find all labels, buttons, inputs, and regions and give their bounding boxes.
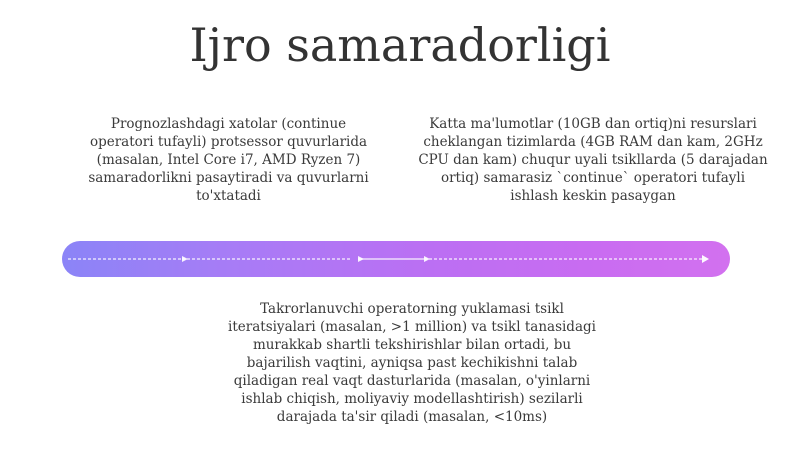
arrow-head-4 <box>702 255 709 263</box>
timeline-bar <box>62 241 730 277</box>
arrow-head-2 <box>358 256 364 262</box>
timeline-arrows <box>62 241 730 277</box>
text-block-left: Prognozlashdagi xatolar (continue operatori tufayli) protsessor quvurlarida (masalan, Intel Core i7, AMD Ryzen 7) samaradorlikni pasaytiradi va quvurlarni to'xtatadi <box>88 116 369 204</box>
text-block-right: Katta ma'lumotlar (10GB dan ortiq)ni resurslari cheklangan tizimlarda (4GB RAM dan kam, 2GHz CPU dan kam) chuqur uyali tsikllarda (5 darajadan ortiq) samarasiz `continue` operatori tufayli ishlash keskin pasaygan <box>418 116 768 204</box>
arrow-head-3 <box>424 256 430 262</box>
text-block-bottom: Takrorlanuvchi operatorning yuklamasi tsikl iteratsiyalari (masalan, >1 million) va tsikl tanasidagi murakkab shartli tekshirishlar bilan ortadi, bu bajarilish vaqtini, ayniqsa past kechikishni talab qiladigan real vaqt dasturlarida (masalan, o'yinlarni ishlab chiqish, moliyaviy modellashtirish) sezilarli darajada ta'sir qiladi (masalan, <10ms) <box>228 301 596 425</box>
page-title: Ijro samaradorligi <box>189 18 611 72</box>
arrow-head-1 <box>182 256 188 262</box>
